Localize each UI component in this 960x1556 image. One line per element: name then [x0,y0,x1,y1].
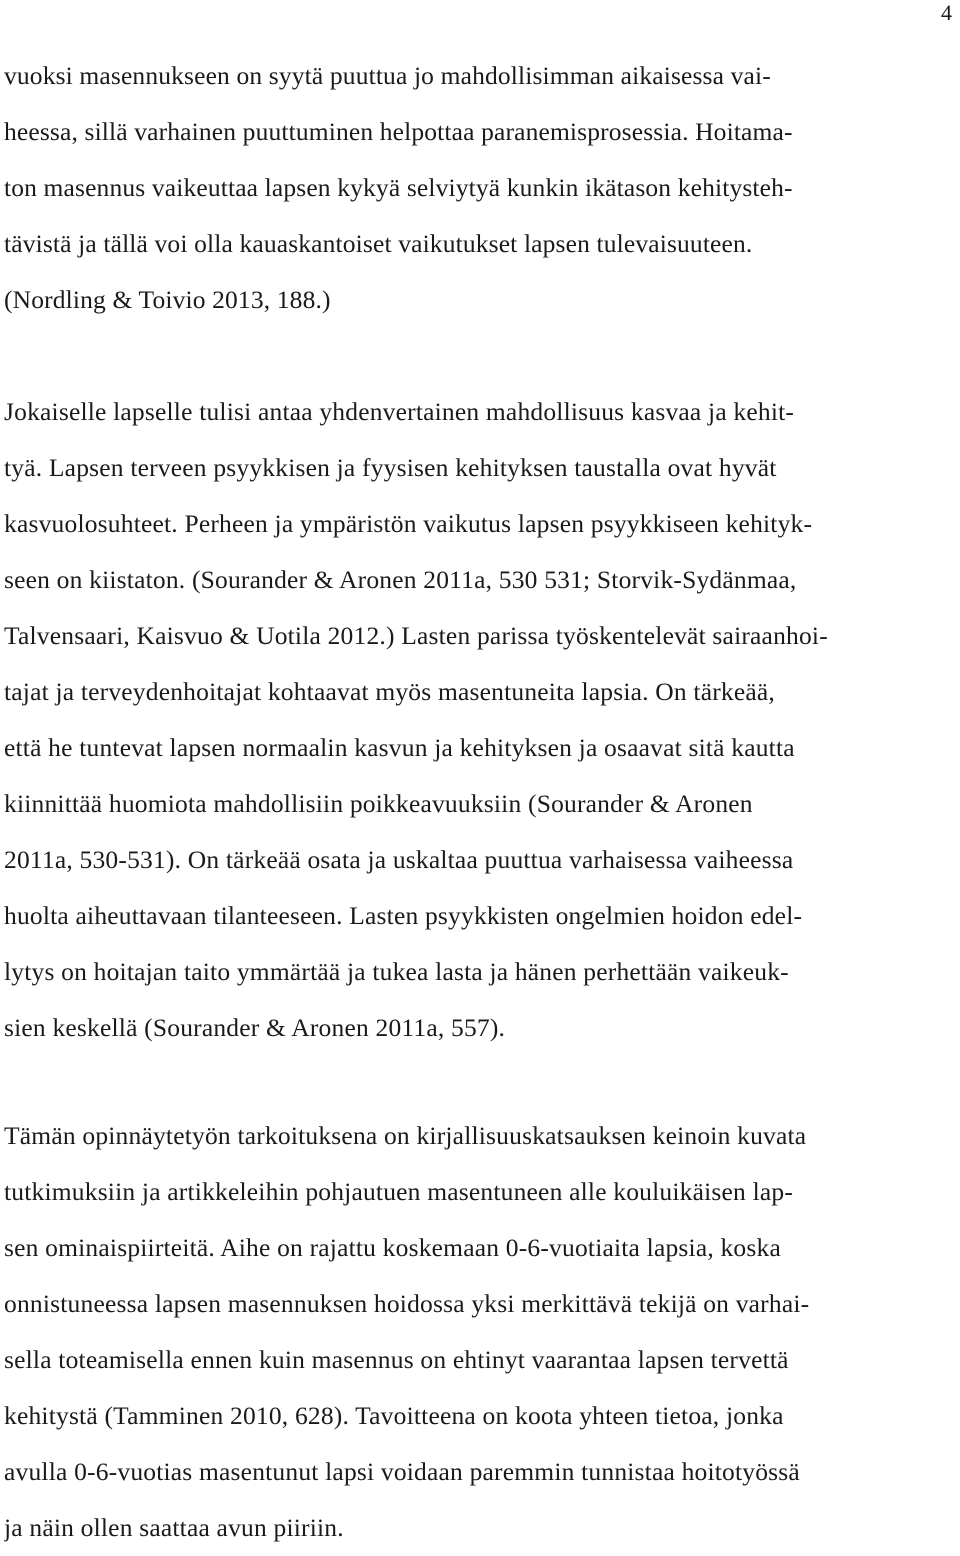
text-line: (Nordling & Toivio 2013, 188.) [4,285,331,314]
text-line: sella toteamisella ennen kuin masennus on ehtinyt vaarantaa lapsen tervettä [4,1345,789,1374]
text-line: Jokaiselle lapselle tulisi antaa yhdenvertainen mahdollisuus kasvaa ja kehit- [4,397,795,426]
paragraph-2 [4,384,954,1056]
paragraph-3 [4,1108,954,1556]
text-line: tyä. Lapsen terveen psyykkisen ja fyysisen kehityksen taustalla ovat hyvät [4,453,777,482]
text-line: kasvuolosuhteet. Perheen ja ympäristön vaikutus lapsen psyykkiseen kehityk- [4,509,813,538]
paragraph-1 [4,48,954,328]
text-line: onnistuneessa lapsen masennuksen hoidossa yksi merkittävä tekijä on varhai- [4,1289,810,1318]
text-line: 2011a, 530-531). On tärkeää osata ja uskaltaa puuttua varhaisessa vaiheessa [4,845,794,874]
text-line: tajat ja terveydenhoitajat kohtaavat myös masentuneita lapsia. On tärkeää, [4,677,776,706]
text-line: Tämän opinnäytetyön tarkoituksena on kirjallisuuskatsauksen keinoin kuvata [4,1121,807,1150]
text-line: ja näin ollen saattaa avun piiriin. [4,1513,344,1542]
text-line: heessa, sillä varhainen puuttuminen helpottaa paranemisprosessia. Hoitama- [4,117,793,146]
text-line: kiinnittää huomiota mahdollisiin poikkeavuuksiin (Sourander & Aronen [4,789,753,818]
text-line: tutkimuksiin ja artikkeleihin pohjautuen masentuneen alle kouluikäisen lap- [4,1177,794,1206]
text-line: Talvensaari, Kaisvuo & Uotila 2012.) Lasten parissa työskentelevät sairaanhoi- [4,621,828,650]
text-line: avulla 0-6-vuotias masentunut lapsi voidaan paremmin tunnistaa hoitotyössä [4,1457,800,1486]
text-line: seen on kiistaton. (Sourander & Aronen 2011a, 530 531; Storvik-Sydänmaa, [4,565,797,594]
text-line: tävistä ja tällä voi olla kauaskantoiset vaikutukset lapsen tulevaisuuteen. [4,229,753,258]
text-line: vuoksi masennukseen on syytä puuttua jo mahdollisimman aikaisessa vai- [4,61,771,90]
text-line: lytys on hoitajan taito ymmärtää ja tukea lasta ja hänen perhettään vaikeuk- [4,957,789,986]
text-line: sen ominaispiirteitä. Aihe on rajattu koskemaan 0-6-vuotiaita lapsia, koska [4,1233,781,1262]
text-line: kehitystä (Tamminen 2010, 628). Tavoitteena on koota yhteen tietoa, jonka [4,1401,784,1430]
text-line: ton masennus vaikeuttaa lapsen kykyä selviytyä kunkin ikätason kehitysteh- [4,173,793,202]
page-number: 4 [941,0,952,25]
text-line: että he tuntevat lapsen normaalin kasvun ja kehityksen ja osaavat sitä kautta [4,733,795,762]
text-line: huolta aiheuttavaan tilanteeseen. Lasten psyykkisten ongelmien hoidon edel- [4,901,803,930]
text-line: sien keskellä (Sourander & Aronen 2011a, 557). [4,1013,506,1042]
